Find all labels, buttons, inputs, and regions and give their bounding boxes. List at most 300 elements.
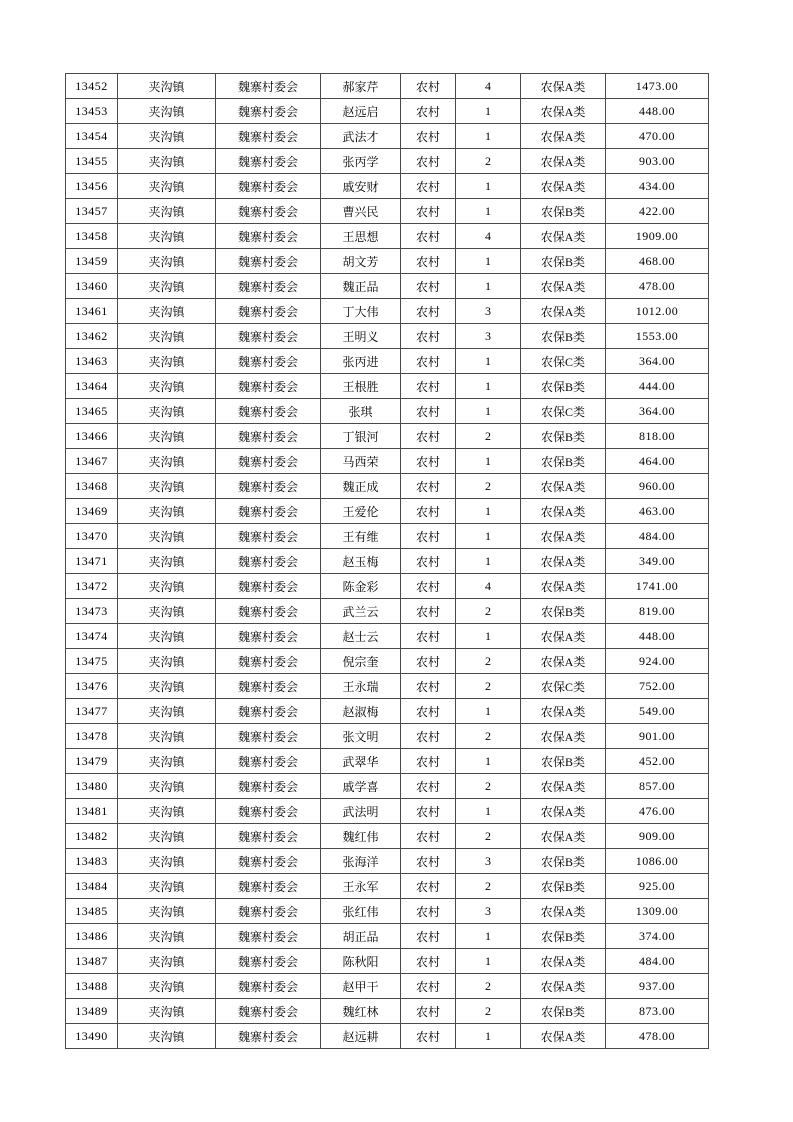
cell-person-name: 王爱伦 <box>321 499 401 524</box>
cell-insurance-category: 农保B类 <box>521 449 606 474</box>
cell-amount: 901.00 <box>606 724 709 749</box>
cell-residence-type: 农村 <box>401 849 456 874</box>
cell-household-count: 1 <box>456 1024 521 1049</box>
table-row <box>66 949 709 974</box>
cell-insurance-category: 农保B类 <box>521 599 606 624</box>
cell-village: 魏寨村委会 <box>216 874 321 899</box>
cell-village: 魏寨村委会 <box>216 274 321 299</box>
cell-amount: 1309.00 <box>606 899 709 924</box>
cell-amount: 873.00 <box>606 999 709 1024</box>
cell-insurance-category: 农保B类 <box>521 324 606 349</box>
cell-amount: 364.00 <box>606 399 709 424</box>
cell-residence-type: 农村 <box>401 499 456 524</box>
cell-residence-type: 农村 <box>401 174 456 199</box>
cell-record-id: 13483 <box>66 849 118 874</box>
cell-record-id: 13457 <box>66 199 118 224</box>
cell-household-count: 2 <box>456 674 521 699</box>
cell-town: 夹沟镇 <box>118 799 216 824</box>
cell-insurance-category: 农保B类 <box>521 924 606 949</box>
cell-person-name: 武翠华 <box>321 749 401 774</box>
table-row <box>66 999 709 1024</box>
cell-village: 魏寨村委会 <box>216 399 321 424</box>
cell-person-name: 王明义 <box>321 324 401 349</box>
cell-village: 魏寨村委会 <box>216 299 321 324</box>
table-row <box>66 824 709 849</box>
cell-residence-type: 农村 <box>401 924 456 949</box>
cell-residence-type: 农村 <box>401 124 456 149</box>
cell-person-name: 王有维 <box>321 524 401 549</box>
cell-person-name: 马西荣 <box>321 449 401 474</box>
cell-amount: 549.00 <box>606 699 709 724</box>
cell-insurance-category: 农保A类 <box>521 649 606 674</box>
cell-household-count: 2 <box>456 999 521 1024</box>
cell-household-count: 2 <box>456 874 521 899</box>
cell-amount: 478.00 <box>606 1024 709 1049</box>
cell-record-id: 13455 <box>66 149 118 174</box>
cell-household-count: 1 <box>456 249 521 274</box>
cell-household-count: 1 <box>456 949 521 974</box>
cell-insurance-category: 农保A类 <box>521 699 606 724</box>
cell-amount: 476.00 <box>606 799 709 824</box>
cell-person-name: 赵远耕 <box>321 1024 401 1049</box>
cell-residence-type: 农村 <box>401 424 456 449</box>
cell-record-id: 13474 <box>66 624 118 649</box>
table-row <box>66 124 709 149</box>
cell-residence-type: 农村 <box>401 824 456 849</box>
cell-person-name: 张红伟 <box>321 899 401 924</box>
cell-village: 魏寨村委会 <box>216 674 321 699</box>
cell-amount: 960.00 <box>606 474 709 499</box>
cell-insurance-category: 农保A类 <box>521 624 606 649</box>
cell-person-name: 王永瑞 <box>321 674 401 699</box>
cell-village: 魏寨村委会 <box>216 774 321 799</box>
cell-household-count: 1 <box>456 399 521 424</box>
cell-person-name: 赵远启 <box>321 99 401 124</box>
cell-person-name: 武法明 <box>321 799 401 824</box>
cell-amount: 752.00 <box>606 674 709 699</box>
table-row <box>66 374 709 399</box>
cell-amount: 448.00 <box>606 624 709 649</box>
cell-insurance-category: 农保A类 <box>521 949 606 974</box>
table-row <box>66 199 709 224</box>
cell-household-count: 1 <box>456 374 521 399</box>
cell-person-name: 武法才 <box>321 124 401 149</box>
cell-residence-type: 农村 <box>401 549 456 574</box>
cell-record-id: 13468 <box>66 474 118 499</box>
cell-household-count: 2 <box>456 599 521 624</box>
cell-insurance-category: 农保B类 <box>521 999 606 1024</box>
cell-insurance-category: 农保A类 <box>521 149 606 174</box>
cell-record-id: 13461 <box>66 299 118 324</box>
cell-residence-type: 农村 <box>401 449 456 474</box>
cell-person-name: 赵淑梅 <box>321 699 401 724</box>
cell-record-id: 13470 <box>66 524 118 549</box>
cell-town: 夹沟镇 <box>118 474 216 499</box>
cell-record-id: 13454 <box>66 124 118 149</box>
cell-amount: 452.00 <box>606 749 709 774</box>
cell-insurance-category: 农保A类 <box>521 549 606 574</box>
cell-residence-type: 农村 <box>401 474 456 499</box>
cell-residence-type: 农村 <box>401 1024 456 1049</box>
table-row <box>66 474 709 499</box>
cell-amount: 1012.00 <box>606 299 709 324</box>
cell-amount: 464.00 <box>606 449 709 474</box>
cell-insurance-category: 农保A类 <box>521 899 606 924</box>
cell-insurance-category: 农保A类 <box>521 174 606 199</box>
cell-village: 魏寨村委会 <box>216 824 321 849</box>
cell-residence-type: 农村 <box>401 674 456 699</box>
cell-town: 夹沟镇 <box>118 599 216 624</box>
table-row <box>66 599 709 624</box>
table-row <box>66 774 709 799</box>
cell-amount: 1553.00 <box>606 324 709 349</box>
cell-amount: 374.00 <box>606 924 709 949</box>
cell-amount: 925.00 <box>606 874 709 899</box>
cell-insurance-category: 农保A类 <box>521 224 606 249</box>
cell-amount: 468.00 <box>606 249 709 274</box>
cell-amount: 1473.00 <box>606 74 709 99</box>
table-row <box>66 849 709 874</box>
cell-person-name: 郝家芹 <box>321 74 401 99</box>
cell-amount: 484.00 <box>606 949 709 974</box>
cell-residence-type: 农村 <box>401 874 456 899</box>
cell-household-count: 3 <box>456 324 521 349</box>
table-row <box>66 649 709 674</box>
cell-residence-type: 农村 <box>401 749 456 774</box>
cell-town: 夹沟镇 <box>118 624 216 649</box>
cell-town: 夹沟镇 <box>118 574 216 599</box>
cell-town: 夹沟镇 <box>118 849 216 874</box>
cell-record-id: 13475 <box>66 649 118 674</box>
table-row <box>66 624 709 649</box>
cell-residence-type: 农村 <box>401 349 456 374</box>
cell-household-count: 1 <box>456 199 521 224</box>
cell-residence-type: 农村 <box>401 274 456 299</box>
cell-town: 夹沟镇 <box>118 324 216 349</box>
cell-village: 魏寨村委会 <box>216 199 321 224</box>
cell-town: 夹沟镇 <box>118 374 216 399</box>
cell-household-count: 4 <box>456 224 521 249</box>
cell-person-name: 张琪 <box>321 399 401 424</box>
cell-household-count: 1 <box>456 749 521 774</box>
cell-village: 魏寨村委会 <box>216 899 321 924</box>
cell-amount: 422.00 <box>606 199 709 224</box>
cell-record-id: 13472 <box>66 574 118 599</box>
table-row <box>66 874 709 899</box>
cell-town: 夹沟镇 <box>118 1024 216 1049</box>
cell-insurance-category: 农保B类 <box>521 424 606 449</box>
cell-residence-type: 农村 <box>401 774 456 799</box>
cell-town: 夹沟镇 <box>118 749 216 774</box>
cell-amount: 364.00 <box>606 349 709 374</box>
cell-record-id: 13452 <box>66 74 118 99</box>
cell-record-id: 13478 <box>66 724 118 749</box>
cell-village: 魏寨村委会 <box>216 74 321 99</box>
cell-person-name: 胡文芳 <box>321 249 401 274</box>
cell-household-count: 1 <box>456 624 521 649</box>
cell-village: 魏寨村委会 <box>216 99 321 124</box>
cell-amount: 924.00 <box>606 649 709 674</box>
cell-household-count: 1 <box>456 799 521 824</box>
cell-residence-type: 农村 <box>401 949 456 974</box>
cell-person-name: 赵玉梅 <box>321 549 401 574</box>
cell-household-count: 4 <box>456 574 521 599</box>
cell-village: 魏寨村委会 <box>216 699 321 724</box>
cell-residence-type: 农村 <box>401 224 456 249</box>
cell-record-id: 13467 <box>66 449 118 474</box>
cell-insurance-category: 农保A类 <box>521 524 606 549</box>
cell-town: 夹沟镇 <box>118 999 216 1024</box>
cell-record-id: 13489 <box>66 999 118 1024</box>
cell-village: 魏寨村委会 <box>216 124 321 149</box>
cell-amount: 349.00 <box>606 549 709 574</box>
table-row <box>66 224 709 249</box>
cell-town: 夹沟镇 <box>118 274 216 299</box>
cell-town: 夹沟镇 <box>118 774 216 799</box>
cell-insurance-category: 农保B类 <box>521 199 606 224</box>
cell-village: 魏寨村委会 <box>216 324 321 349</box>
table-row <box>66 924 709 949</box>
cell-residence-type: 农村 <box>401 699 456 724</box>
cell-residence-type: 农村 <box>401 524 456 549</box>
cell-insurance-category: 农保C类 <box>521 674 606 699</box>
cell-insurance-category: 农保A类 <box>521 99 606 124</box>
cell-insurance-category: 农保A类 <box>521 124 606 149</box>
cell-household-count: 2 <box>456 424 521 449</box>
cell-record-id: 13485 <box>66 899 118 924</box>
cell-village: 魏寨村委会 <box>216 1024 321 1049</box>
table-row <box>66 174 709 199</box>
table-row <box>66 1024 709 1049</box>
cell-person-name: 戚学喜 <box>321 774 401 799</box>
cell-residence-type: 农村 <box>401 574 456 599</box>
table-row <box>66 399 709 424</box>
cell-village: 魏寨村委会 <box>216 624 321 649</box>
cell-residence-type: 农村 <box>401 999 456 1024</box>
cell-household-count: 2 <box>456 149 521 174</box>
cell-household-count: 4 <box>456 74 521 99</box>
table-row <box>66 724 709 749</box>
table-row <box>66 424 709 449</box>
cell-town: 夹沟镇 <box>118 874 216 899</box>
cell-town: 夹沟镇 <box>118 74 216 99</box>
table-row <box>66 449 709 474</box>
table-row <box>66 274 709 299</box>
cell-village: 魏寨村委会 <box>216 374 321 399</box>
cell-village: 魏寨村委会 <box>216 424 321 449</box>
cell-record-id: 13469 <box>66 499 118 524</box>
cell-amount: 484.00 <box>606 524 709 549</box>
cell-household-count: 1 <box>456 924 521 949</box>
cell-residence-type: 农村 <box>401 799 456 824</box>
cell-person-name: 魏红伟 <box>321 824 401 849</box>
cell-person-name: 武兰云 <box>321 599 401 624</box>
cell-insurance-category: 农保A类 <box>521 799 606 824</box>
cell-record-id: 13462 <box>66 324 118 349</box>
cell-village: 魏寨村委会 <box>216 349 321 374</box>
cell-record-id: 13482 <box>66 824 118 849</box>
cell-record-id: 13459 <box>66 249 118 274</box>
table-row <box>66 99 709 124</box>
cell-village: 魏寨村委会 <box>216 599 321 624</box>
cell-record-id: 13456 <box>66 174 118 199</box>
cell-village: 魏寨村委会 <box>216 974 321 999</box>
cell-amount: 1741.00 <box>606 574 709 599</box>
cell-insurance-category: 农保A类 <box>521 724 606 749</box>
cell-residence-type: 农村 <box>401 249 456 274</box>
cell-person-name: 王永军 <box>321 874 401 899</box>
cell-record-id: 13484 <box>66 874 118 899</box>
cell-amount: 937.00 <box>606 974 709 999</box>
cell-amount: 478.00 <box>606 274 709 299</box>
cell-insurance-category: 农保A类 <box>521 974 606 999</box>
cell-village: 魏寨村委会 <box>216 449 321 474</box>
cell-record-id: 13465 <box>66 399 118 424</box>
table-row <box>66 499 709 524</box>
cell-household-count: 2 <box>456 824 521 849</box>
cell-village: 魏寨村委会 <box>216 174 321 199</box>
cell-town: 夹沟镇 <box>118 499 216 524</box>
cell-person-name: 张海洋 <box>321 849 401 874</box>
cell-record-id: 13477 <box>66 699 118 724</box>
cell-household-count: 1 <box>456 349 521 374</box>
cell-household-count: 2 <box>456 724 521 749</box>
cell-residence-type: 农村 <box>401 899 456 924</box>
cell-person-name: 魏正品 <box>321 274 401 299</box>
cell-village: 魏寨村委会 <box>216 649 321 674</box>
cell-residence-type: 农村 <box>401 599 456 624</box>
cell-village: 魏寨村委会 <box>216 549 321 574</box>
cell-household-count: 2 <box>456 774 521 799</box>
table-row <box>66 349 709 374</box>
cell-household-count: 1 <box>456 699 521 724</box>
cell-village: 魏寨村委会 <box>216 474 321 499</box>
cell-record-id: 13481 <box>66 799 118 824</box>
cell-village: 魏寨村委会 <box>216 224 321 249</box>
cell-amount: 819.00 <box>606 599 709 624</box>
cell-town: 夹沟镇 <box>118 649 216 674</box>
cell-town: 夹沟镇 <box>118 549 216 574</box>
table-row <box>66 674 709 699</box>
cell-record-id: 13463 <box>66 349 118 374</box>
cell-village: 魏寨村委会 <box>216 799 321 824</box>
cell-town: 夹沟镇 <box>118 174 216 199</box>
cell-household-count: 2 <box>456 974 521 999</box>
cell-town: 夹沟镇 <box>118 399 216 424</box>
cell-record-id: 13453 <box>66 99 118 124</box>
cell-person-name: 赵甲干 <box>321 974 401 999</box>
cell-insurance-category: 农保B类 <box>521 249 606 274</box>
cell-town: 夹沟镇 <box>118 724 216 749</box>
cell-town: 夹沟镇 <box>118 674 216 699</box>
table-row <box>66 699 709 724</box>
cell-person-name: 陈金彩 <box>321 574 401 599</box>
table-row <box>66 899 709 924</box>
cell-town: 夹沟镇 <box>118 974 216 999</box>
cell-household-count: 1 <box>456 124 521 149</box>
cell-person-name: 王根胜 <box>321 374 401 399</box>
cell-residence-type: 农村 <box>401 99 456 124</box>
cell-town: 夹沟镇 <box>118 449 216 474</box>
cell-insurance-category: 农保A类 <box>521 574 606 599</box>
cell-person-name: 胡正品 <box>321 924 401 949</box>
table-row <box>66 574 709 599</box>
cell-residence-type: 农村 <box>401 149 456 174</box>
cell-amount: 434.00 <box>606 174 709 199</box>
cell-household-count: 1 <box>456 499 521 524</box>
cell-record-id: 13479 <box>66 749 118 774</box>
cell-insurance-category: 农保B类 <box>521 874 606 899</box>
cell-insurance-category: 农保B类 <box>521 374 606 399</box>
cell-household-count: 3 <box>456 299 521 324</box>
cell-insurance-category: 农保A类 <box>521 474 606 499</box>
cell-residence-type: 农村 <box>401 399 456 424</box>
table-row <box>66 74 709 99</box>
cell-town: 夹沟镇 <box>118 949 216 974</box>
cell-person-name: 戚安财 <box>321 174 401 199</box>
cell-amount: 448.00 <box>606 99 709 124</box>
cell-town: 夹沟镇 <box>118 824 216 849</box>
cell-town: 夹沟镇 <box>118 224 216 249</box>
cell-person-name: 曹兴民 <box>321 199 401 224</box>
table-row <box>66 249 709 274</box>
cell-village: 魏寨村委会 <box>216 499 321 524</box>
cell-amount: 818.00 <box>606 424 709 449</box>
cell-town: 夹沟镇 <box>118 899 216 924</box>
cell-village: 魏寨村委会 <box>216 749 321 774</box>
table-row <box>66 149 709 174</box>
cell-record-id: 13487 <box>66 949 118 974</box>
cell-household-count: 1 <box>456 99 521 124</box>
table-row <box>66 549 709 574</box>
cell-person-name: 张文明 <box>321 724 401 749</box>
table-row <box>66 799 709 824</box>
cell-residence-type: 农村 <box>401 199 456 224</box>
cell-amount: 1909.00 <box>606 224 709 249</box>
cell-person-name: 陈秋阳 <box>321 949 401 974</box>
cell-town: 夹沟镇 <box>118 349 216 374</box>
cell-insurance-category: 农保C类 <box>521 349 606 374</box>
cell-village: 魏寨村委会 <box>216 949 321 974</box>
cell-insurance-category: 农保A类 <box>521 1024 606 1049</box>
cell-household-count: 3 <box>456 899 521 924</box>
cell-town: 夹沟镇 <box>118 249 216 274</box>
cell-village: 魏寨村委会 <box>216 724 321 749</box>
cell-insurance-category: 农保B类 <box>521 749 606 774</box>
cell-household-count: 2 <box>456 474 521 499</box>
cell-record-id: 13490 <box>66 1024 118 1049</box>
cell-amount: 857.00 <box>606 774 709 799</box>
cell-household-count: 1 <box>456 274 521 299</box>
cell-town: 夹沟镇 <box>118 199 216 224</box>
cell-record-id: 13458 <box>66 224 118 249</box>
cell-amount: 463.00 <box>606 499 709 524</box>
cell-town: 夹沟镇 <box>118 924 216 949</box>
cell-residence-type: 农村 <box>401 324 456 349</box>
cell-record-id: 13464 <box>66 374 118 399</box>
cell-village: 魏寨村委会 <box>216 574 321 599</box>
cell-record-id: 13466 <box>66 424 118 449</box>
cell-town: 夹沟镇 <box>118 149 216 174</box>
cell-record-id: 13460 <box>66 274 118 299</box>
cell-person-name: 张丙学 <box>321 149 401 174</box>
cell-village: 魏寨村委会 <box>216 999 321 1024</box>
cell-record-id: 13486 <box>66 924 118 949</box>
cell-town: 夹沟镇 <box>118 424 216 449</box>
cell-household-count: 1 <box>456 549 521 574</box>
cell-residence-type: 农村 <box>401 624 456 649</box>
cell-insurance-category: 农保C类 <box>521 399 606 424</box>
